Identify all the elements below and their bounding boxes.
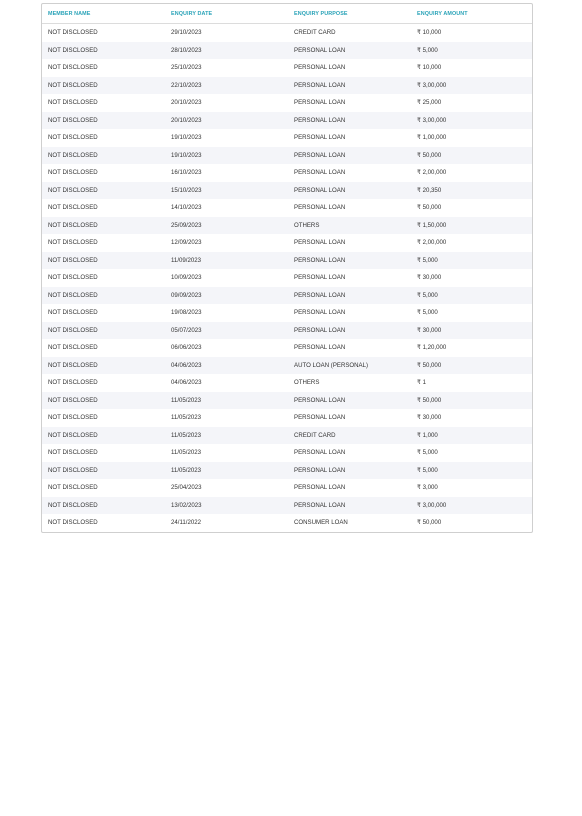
member-name-cell: NOT DISCLOSED: [48, 449, 98, 457]
enquiry-purpose-cell: PERSONAL LOAN: [288, 287, 411, 305]
table-row: [42, 374, 532, 392]
enquiry-purpose-cell: PERSONAL LOAN: [294, 99, 346, 107]
table-row: [42, 199, 532, 217]
table-row: [42, 479, 532, 497]
member-name-cell: NOT DISCLOSED: [42, 182, 165, 200]
table-row: [42, 24, 532, 42]
member-name-cell: NOT DISCLOSED: [48, 169, 98, 177]
member-name-cell: NOT DISCLOSED: [48, 134, 98, 142]
table-row: [42, 444, 532, 462]
enquiry-purpose-cell: PERSONAL LOAN: [294, 414, 346, 422]
enquiry-amount-cell: ₹ 1,00,000: [417, 134, 447, 142]
table-row: [42, 59, 532, 77]
member-name-cell: NOT DISCLOSED: [48, 64, 98, 72]
enquiry-date-cell: 28/10/2023: [165, 42, 288, 60]
enquiry-purpose-cell: PERSONAL LOAN: [294, 449, 346, 457]
enquiry-amount-cell: ₹ 10,000: [417, 64, 442, 72]
table-row: [42, 112, 532, 130]
member-name-cell: NOT DISCLOSED: [48, 414, 98, 422]
member-name-cell: NOT DISCLOSED: [42, 217, 165, 235]
enquiry-date-cell: 09/09/2023: [165, 287, 288, 305]
table-row: [42, 339, 532, 357]
table-row: [42, 164, 532, 182]
table-row: [42, 462, 532, 480]
enquiry-amount-cell: ₹ 25,000: [417, 99, 442, 107]
table-row: [42, 217, 532, 235]
enquiry-purpose-cell: PERSONAL LOAN: [294, 274, 346, 282]
enquiry-purpose-cell: CONSUMER LOAN: [294, 519, 348, 527]
enquiry-amount-cell: ₹ 1,50,000: [411, 217, 532, 235]
table-row: [42, 234, 532, 252]
table-row: [42, 129, 532, 147]
member-name-cell: NOT DISCLOSED: [48, 204, 98, 212]
enquiry-amount-cell: ₹ 30,000: [417, 274, 442, 282]
enquiry-date-cell: 11/05/2023: [165, 427, 288, 445]
enquiry-date-cell: 06/06/2023: [171, 344, 202, 352]
enquiry-purpose-cell: PERSONAL LOAN: [288, 147, 411, 165]
column-header-enquiry-purpose: ENQUIRY PURPOSE: [288, 4, 411, 24]
enquiry-amount-cell: ₹ 5,000: [417, 309, 438, 317]
enquiry-date-cell: 20/10/2023: [171, 99, 202, 107]
enquiry-purpose-cell: OTHERS: [294, 379, 320, 387]
member-name-cell: NOT DISCLOSED: [42, 497, 165, 515]
header-row: [42, 4, 532, 24]
table-row: [42, 497, 532, 515]
enquiry-amount-cell: ₹ 2,00,000: [417, 239, 447, 247]
enquiry-purpose-cell: PERSONAL LOAN: [288, 182, 411, 200]
table-row: [42, 77, 532, 95]
table-row: [42, 357, 532, 375]
enquiry-date-cell: 20/10/2023: [165, 112, 288, 130]
enquiry-amount-cell: ₹ 3,00,000: [411, 497, 532, 515]
table-body: [42, 24, 532, 532]
enquiry-amount-cell: ₹ 30,000: [417, 414, 442, 422]
enquiry-date-cell: 11/05/2023: [171, 449, 202, 457]
enquiry-amount-cell: ₹ 1,000: [411, 427, 532, 445]
enquiry-purpose-cell: PERSONAL LOAN: [294, 344, 346, 352]
enquiry-amount-cell: ₹ 1,20,000: [417, 344, 447, 352]
enquiry-date-cell: 11/05/2023: [165, 462, 288, 480]
enquiry-purpose-cell: OTHERS: [288, 217, 411, 235]
enquiry-date-cell: 25/09/2023: [165, 217, 288, 235]
enquiry-amount-cell: ₹ 50,000: [417, 204, 442, 212]
enquiry-purpose-cell: PERSONAL LOAN: [288, 77, 411, 95]
enquiry-amount-cell: ₹ 3,00,000: [411, 77, 532, 95]
enquiry-purpose-cell: AUTO LOAN (PERSONAL): [288, 357, 411, 375]
table-row: [42, 269, 532, 287]
enquiry-purpose-cell: PERSONAL LOAN: [294, 239, 346, 247]
member-name-cell: NOT DISCLOSED: [48, 519, 98, 527]
enquiry-amount-cell: ₹ 1: [417, 379, 426, 387]
member-name-cell: NOT DISCLOSED: [42, 112, 165, 130]
member-name-cell: NOT DISCLOSED: [48, 309, 98, 317]
member-name-cell: NOT DISCLOSED: [48, 29, 98, 37]
enquiry-purpose-cell: PERSONAL LOAN: [288, 252, 411, 270]
member-name-cell: NOT DISCLOSED: [48, 274, 98, 282]
enquiry-amount-cell: ₹ 5,000: [411, 287, 532, 305]
enquiry-date-cell: 12/09/2023: [171, 239, 202, 247]
enquiry-date-cell: 19/10/2023: [171, 134, 202, 142]
enquiry-date-cell: 11/05/2023: [165, 392, 288, 410]
enquiry-amount-cell: ₹ 20,350: [411, 182, 532, 200]
member-name-cell: NOT DISCLOSED: [48, 484, 98, 492]
enquiry-purpose-cell: PERSONAL LOAN: [294, 134, 346, 142]
table-row: [42, 409, 532, 427]
table-row: [42, 392, 532, 410]
table-row: [42, 514, 532, 532]
table-row: [42, 94, 532, 112]
enquiry-purpose-cell: PERSONAL LOAN: [288, 497, 411, 515]
enquiry-purpose-cell: PERSONAL LOAN: [288, 462, 411, 480]
table-row: [42, 304, 532, 322]
member-name-cell: NOT DISCLOSED: [42, 287, 165, 305]
enquiry-amount-cell: ₹ 5,000: [411, 252, 532, 270]
enquiry-purpose-cell: PERSONAL LOAN: [288, 112, 411, 130]
enquiry-date-cell: 15/10/2023: [165, 182, 288, 200]
enquiry-date-cell: 04/06/2023: [171, 379, 202, 387]
enquiry-purpose-cell: PERSONAL LOAN: [294, 484, 346, 492]
enquiry-amount-cell: ₹ 3,00,000: [411, 112, 532, 130]
enquiry-date-cell: 19/08/2023: [171, 309, 202, 317]
enquiry-amount-cell: ₹ 5,000: [411, 462, 532, 480]
table-row: [42, 42, 532, 60]
enquiry-date-cell: 05/07/2023: [165, 322, 288, 340]
member-name-cell: NOT DISCLOSED: [48, 344, 98, 352]
enquiry-date-cell: 11/09/2023: [165, 252, 288, 270]
enquiry-date-cell: 13/02/2023: [165, 497, 288, 515]
table-row: [42, 287, 532, 305]
enquiry-purpose-cell: PERSONAL LOAN: [294, 204, 346, 212]
member-name-cell: NOT DISCLOSED: [42, 322, 165, 340]
enquiry-date-cell: 14/10/2023: [171, 204, 202, 212]
enquiry-table-container: [41, 3, 533, 533]
enquiry-purpose-cell: PERSONAL LOAN: [294, 169, 346, 177]
enquiry-date-cell: 25/04/2023: [171, 484, 202, 492]
table-row: [42, 182, 532, 200]
enquiry-amount-cell: ₹ 2,00,000: [417, 169, 447, 177]
table-row: [42, 427, 532, 445]
table-header: [42, 4, 532, 24]
enquiry-amount-cell: ₹ 30,000: [411, 322, 532, 340]
enquiry-table: [42, 4, 532, 532]
enquiry-date-cell: 16/10/2023: [171, 169, 202, 177]
table-row: [42, 147, 532, 165]
enquiry-date-cell: 29/10/2023: [171, 29, 202, 37]
enquiry-purpose-cell: PERSONAL LOAN: [294, 309, 346, 317]
column-header-enquiry-amount: ENQUIRY AMOUNT: [411, 4, 532, 24]
enquiry-amount-cell: ₹ 5,000: [411, 42, 532, 60]
enquiry-purpose-cell: PERSONAL LOAN: [288, 42, 411, 60]
member-name-cell: NOT DISCLOSED: [42, 392, 165, 410]
enquiry-purpose-cell: CREDIT CARD: [288, 427, 411, 445]
member-name-cell: NOT DISCLOSED: [42, 252, 165, 270]
enquiry-date-cell: 25/10/2023: [171, 64, 202, 72]
enquiry-date-cell: 24/11/2022: [171, 519, 202, 527]
member-name-cell: NOT DISCLOSED: [42, 147, 165, 165]
enquiry-purpose-cell: PERSONAL LOAN: [288, 392, 411, 410]
enquiry-purpose-cell: PERSONAL LOAN: [294, 64, 346, 72]
member-name-cell: NOT DISCLOSED: [42, 357, 165, 375]
enquiry-date-cell: 11/05/2023: [171, 414, 202, 422]
enquiry-purpose-cell: PERSONAL LOAN: [288, 322, 411, 340]
enquiry-amount-cell: ₹ 5,000: [417, 449, 438, 457]
member-name-cell: NOT DISCLOSED: [48, 379, 98, 387]
enquiry-date-cell: 19/10/2023: [165, 147, 288, 165]
member-name-cell: NOT DISCLOSED: [42, 42, 165, 60]
enquiry-purpose-cell: CREDIT CARD: [294, 29, 336, 37]
member-name-cell: NOT DISCLOSED: [42, 77, 165, 95]
enquiry-date-cell: 04/06/2023: [165, 357, 288, 375]
table-row: [42, 322, 532, 340]
column-header-member-name: MEMBER NAME: [42, 4, 165, 24]
enquiry-date-cell: 10/09/2023: [171, 274, 202, 282]
member-name-cell: NOT DISCLOSED: [42, 427, 165, 445]
enquiry-amount-cell: ₹ 50,000: [411, 147, 532, 165]
member-name-cell: NOT DISCLOSED: [42, 462, 165, 480]
member-name-cell: NOT DISCLOSED: [48, 99, 98, 107]
table-row: [42, 252, 532, 270]
member-name-cell: NOT DISCLOSED: [48, 239, 98, 247]
enquiry-amount-cell: ₹ 50,000: [411, 392, 532, 410]
enquiry-amount-cell: ₹ 50,000: [417, 519, 442, 527]
enquiry-amount-cell: ₹ 3,000: [417, 484, 438, 492]
enquiry-date-cell: 22/10/2023: [165, 77, 288, 95]
enquiry-amount-cell: ₹ 10,000: [417, 29, 442, 37]
enquiry-amount-cell: ₹ 50,000: [411, 357, 532, 375]
column-header-enquiry-date: ENQUIRY DATE: [165, 4, 288, 24]
